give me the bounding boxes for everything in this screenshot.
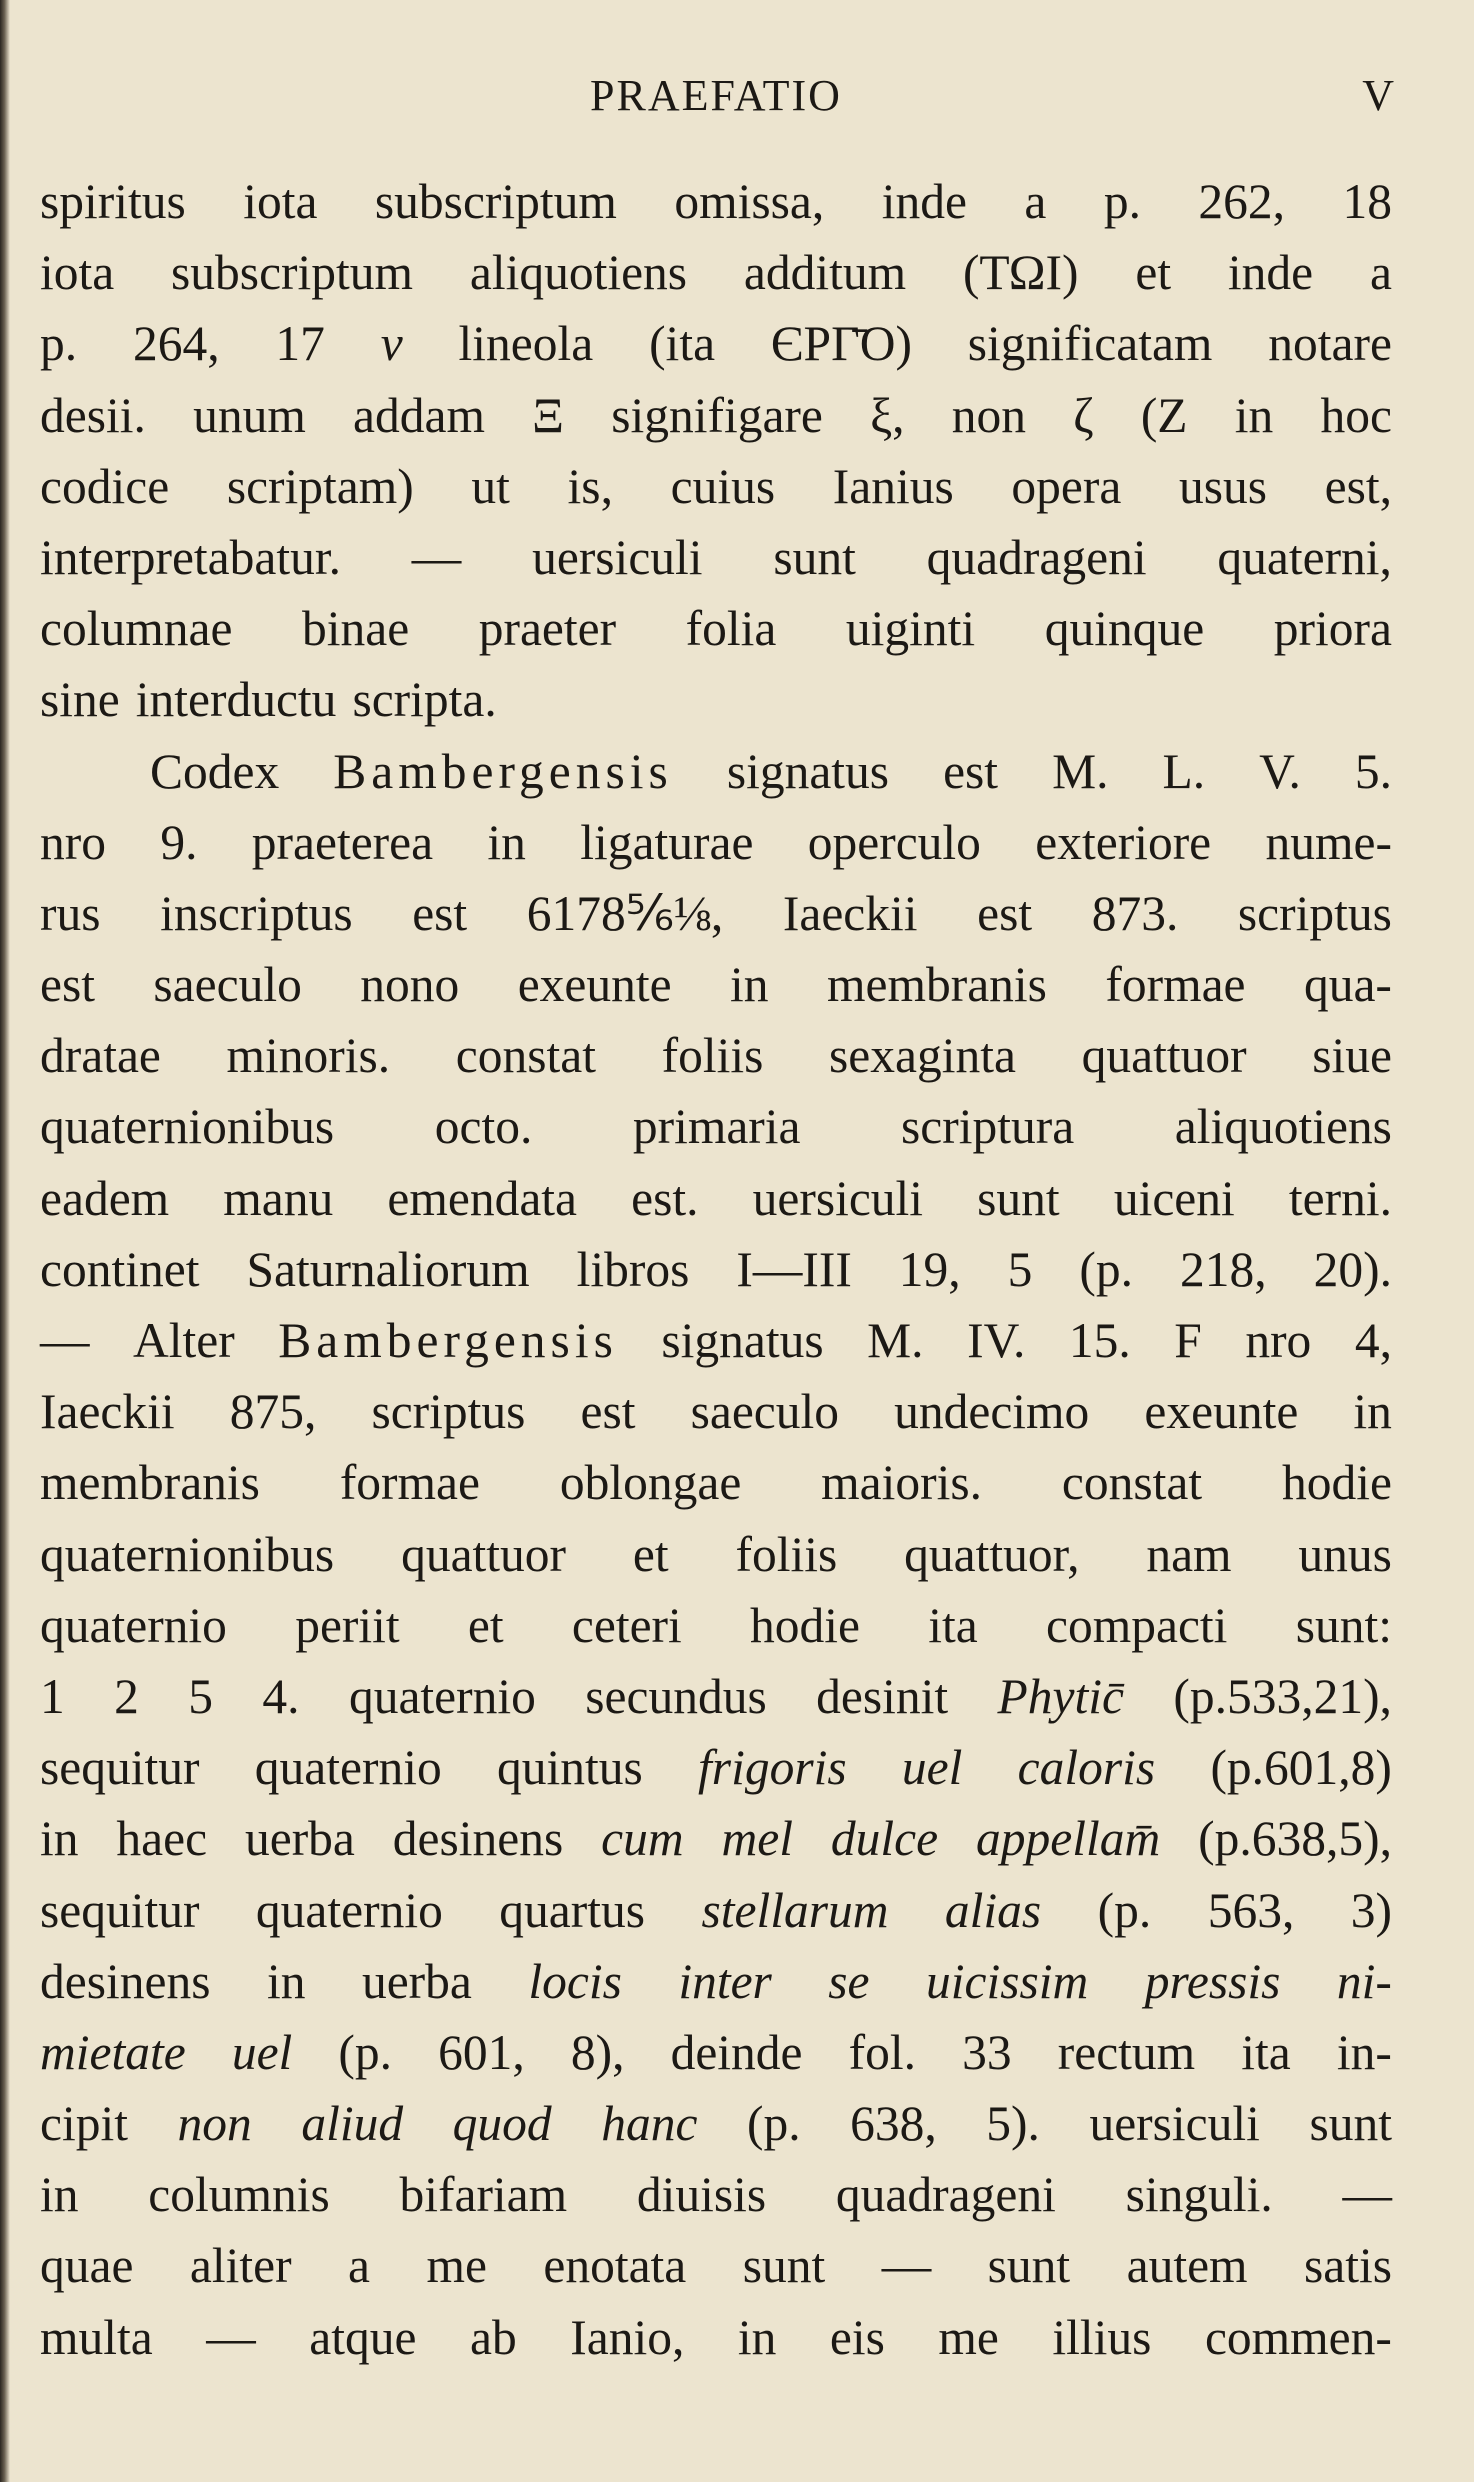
word: interpretabatur. <box>40 529 341 585</box>
word: sunt <box>742 2238 826 2294</box>
word: minoris. <box>226 1028 391 1084</box>
word: manu <box>223 1170 334 1226</box>
word: spiritus <box>40 174 186 229</box>
word: multa <box>40 2309 153 2365</box>
word: siue <box>1312 1028 1392 1084</box>
word: exeunte <box>1144 1384 1299 1440</box>
text-line <box>40 878 1392 949</box>
word: signatus <box>726 743 890 799</box>
text-line <box>40 1234 1392 1305</box>
word: p. <box>1103 174 1141 229</box>
word: alias <box>944 1882 1042 1938</box>
word: — <box>411 529 462 585</box>
word: illius <box>1052 2309 1152 2365</box>
word: columnae <box>40 601 233 657</box>
word: lineola <box>458 316 594 372</box>
word: in <box>1234 387 1274 443</box>
word: significatam <box>967 316 1213 372</box>
word: autem <box>1126 2238 1248 2294</box>
word: foliis <box>661 1028 764 1084</box>
word: 8), <box>570 2024 625 2080</box>
text-line <box>40 2017 1392 2088</box>
word: F <box>1174 1313 1202 1368</box>
word: periit <box>295 1597 400 1653</box>
word: diuisis <box>636 2167 767 2223</box>
preface-text-body <box>40 166 1392 2373</box>
word: is, <box>567 458 613 514</box>
word: appellam̄ <box>976 1811 1161 1867</box>
word: 875, <box>229 1384 317 1440</box>
word: codice <box>40 458 170 514</box>
word: quaternio <box>40 1597 227 1653</box>
word: (ΤΩΙ) <box>962 245 1079 301</box>
word: sequitur <box>40 1882 200 1938</box>
word: eadem <box>40 1170 170 1226</box>
word: et <box>467 1597 504 1653</box>
word: sequitur <box>40 1740 200 1796</box>
word: est. <box>631 1170 699 1226</box>
word: exeunte <box>517 957 672 1013</box>
word: Saturnaliorum <box>246 1241 530 1297</box>
word: 6178⅚⅛, <box>526 885 724 941</box>
word: et <box>1135 245 1172 301</box>
word: 17 <box>275 316 325 372</box>
word: inscriptus <box>160 885 353 941</box>
word: ita <box>1241 2024 1291 2080</box>
word: saeculo <box>153 957 302 1013</box>
text-line <box>40 1732 1392 1803</box>
word: ni- <box>1336 1953 1392 2009</box>
word: nro <box>1245 1313 1312 1368</box>
word: ab <box>469 2309 517 2365</box>
word: IV. <box>967 1313 1026 1368</box>
word: 9. <box>160 814 198 870</box>
word: bifariam <box>399 2167 568 2223</box>
word: a <box>1369 245 1392 301</box>
text-line <box>40 522 1392 593</box>
word: atque <box>309 2309 417 2365</box>
word: uel <box>901 1740 963 1796</box>
word: 15. <box>1068 1313 1131 1368</box>
word: (p. <box>1079 1241 1133 1297</box>
word: in <box>266 1953 306 2009</box>
text-line <box>40 308 1392 379</box>
word: frigoris <box>698 1740 847 1796</box>
word: notare <box>1268 316 1392 372</box>
word: Iaeckii <box>40 1384 175 1440</box>
page-number: V <box>1362 71 1396 120</box>
word: in <box>1353 1384 1392 1440</box>
word: scriptus <box>371 1384 526 1440</box>
word: octo. <box>434 1099 533 1155</box>
word: est <box>977 885 1033 941</box>
text-line <box>40 1590 1392 1661</box>
word: praeter <box>478 601 617 657</box>
word: dratae <box>40 1028 161 1084</box>
word: fol. <box>848 2024 917 2080</box>
word: (p.601,8) <box>1210 1740 1392 1796</box>
text-line <box>40 237 1392 308</box>
text-line <box>40 1803 1392 1874</box>
text-line <box>40 1020 1392 1091</box>
word: desinens <box>40 1953 211 2009</box>
word: columnis <box>148 2167 330 2223</box>
word: constat <box>1061 1455 1203 1511</box>
word: usus <box>1178 458 1267 514</box>
word: ЄΡΓ̄Ο) <box>770 316 912 372</box>
word: emendata <box>387 1170 578 1226</box>
word: uerba <box>361 1953 472 2009</box>
word: V. <box>1259 743 1301 799</box>
text-line <box>40 2302 1392 2373</box>
text-line <box>40 736 1392 807</box>
word: ligaturae <box>580 814 754 870</box>
word: est <box>412 885 468 941</box>
word: 19, <box>898 1241 961 1297</box>
word: maioris. <box>821 1455 983 1511</box>
word: 638, <box>850 2096 937 2152</box>
word: uersiculi <box>532 529 703 585</box>
word: addam <box>353 387 485 443</box>
word: satis <box>1303 2238 1392 2294</box>
word: priora <box>1273 601 1392 657</box>
text-line <box>40 1305 1392 1376</box>
word: dulce <box>830 1811 939 1867</box>
word: eis <box>829 2309 885 2365</box>
word: 5 <box>1007 1241 1033 1297</box>
word: quartus <box>499 1882 646 1938</box>
word: 2 <box>114 1668 139 1724</box>
word: et <box>632 1526 669 1582</box>
word: continet <box>40 1241 200 1297</box>
word: in <box>40 1811 79 1867</box>
word: stellarum <box>701 1882 889 1938</box>
word: 218, <box>1179 1241 1267 1297</box>
word: Ianius <box>832 458 954 514</box>
word: quadrageni <box>926 529 1147 585</box>
running-title: PRAEFATIO <box>590 71 842 120</box>
word: quae <box>40 2238 134 2294</box>
word: ν <box>380 316 403 372</box>
word: mel <box>721 1811 794 1867</box>
word: mietate <box>40 2024 186 2080</box>
text-line <box>40 1163 1392 1234</box>
page-binding-edge <box>0 0 10 2482</box>
word: secundus <box>585 1668 767 1724</box>
word: 4, <box>1354 1313 1392 1368</box>
word: Alter <box>133 1313 235 1368</box>
word: quattuor, <box>904 1526 1080 1582</box>
text-line <box>40 2159 1392 2230</box>
word: in <box>737 2309 777 2365</box>
word: omissa, <box>674 174 825 229</box>
word: constat <box>455 1028 597 1084</box>
text-line <box>40 807 1392 878</box>
word: quattuor <box>1081 1028 1247 1084</box>
word: sunt: <box>1295 1597 1392 1653</box>
word: quaternio <box>254 1740 442 1796</box>
text-line <box>40 1661 1392 1732</box>
word: quaternio <box>348 1668 536 1724</box>
word: non <box>177 2096 252 2152</box>
word: 873. <box>1091 885 1179 941</box>
word: ξ, <box>870 387 905 443</box>
word: exteriore <box>1035 814 1212 870</box>
word: quaternionibus <box>40 1526 335 1582</box>
word: uersiculi <box>752 1170 924 1226</box>
word: Codex <box>150 743 280 799</box>
word: rus <box>40 885 101 941</box>
word: 262, <box>1198 174 1286 229</box>
word: foliis <box>735 1526 838 1582</box>
word: nro <box>40 814 106 870</box>
word: est, <box>1324 458 1392 514</box>
word: desii. <box>40 387 146 443</box>
word: in <box>487 814 526 870</box>
word: scriptus <box>1237 885 1392 941</box>
word: scriptam) <box>226 458 414 514</box>
word: unum <box>193 387 306 443</box>
word: inde <box>1227 245 1314 301</box>
text-line <box>40 1447 1392 1518</box>
word: libros <box>576 1241 690 1297</box>
word: quinque <box>1044 601 1205 657</box>
word: 264, <box>132 316 220 372</box>
word: in <box>730 957 769 1013</box>
word: cum <box>601 1811 684 1867</box>
word: aliquotiens <box>1174 1099 1392 1155</box>
word: 563, <box>1207 1882 1295 1938</box>
word: primaria <box>632 1099 801 1155</box>
word: — <box>40 1313 90 1368</box>
word: aliud <box>301 2096 404 2152</box>
word: (ita <box>649 316 716 372</box>
word: in- <box>1336 2024 1392 2080</box>
word: locis <box>528 1953 622 2009</box>
word: sexaginta <box>829 1028 1016 1084</box>
word: quattuor <box>401 1526 567 1582</box>
word: inter <box>678 1953 772 2009</box>
word: p. <box>40 316 78 372</box>
word: deinde <box>670 2024 803 2080</box>
word: quintus <box>496 1740 643 1796</box>
word: 20). <box>1313 1241 1392 1297</box>
word: in <box>40 2167 79 2223</box>
word: singuli. <box>1125 2167 1273 2223</box>
word: inde <box>881 174 967 229</box>
word: Phytic̄ <box>997 1668 1124 1724</box>
word: signatus <box>661 1313 824 1368</box>
word: praeterea <box>251 814 434 870</box>
word: Bambergensis <box>333 743 673 799</box>
word: Ξ <box>532 387 564 443</box>
word: ut <box>471 458 510 514</box>
word: nam <box>1146 1526 1232 1582</box>
word: cuius <box>670 458 776 514</box>
word: est <box>40 957 95 1013</box>
word: M. <box>867 1313 924 1368</box>
text-line <box>40 1946 1392 2017</box>
word: M. <box>1052 743 1109 799</box>
text-line <box>40 949 1392 1020</box>
word: uiginti <box>845 601 976 657</box>
word: saeculo <box>690 1384 840 1440</box>
word: a <box>1024 174 1047 229</box>
text-line <box>40 2230 1392 2301</box>
word: (p.638,5), <box>1198 1811 1392 1867</box>
word: ita <box>928 1597 978 1653</box>
word: 5. <box>1354 743 1392 799</box>
word: 5). <box>986 2096 1040 2152</box>
word: me <box>426 2238 487 2294</box>
word: I—III <box>736 1241 852 1297</box>
word: ceteri <box>571 1597 682 1653</box>
word: iota <box>40 245 115 301</box>
word: formae <box>339 1455 480 1511</box>
word: est <box>580 1384 636 1440</box>
word: 33 <box>962 2024 1012 2080</box>
word: Bambergensis <box>278 1313 618 1368</box>
word: quadrageni <box>835 2167 1056 2223</box>
word: ζ <box>1073 387 1094 443</box>
word: 1 <box>40 1668 65 1724</box>
word: uicissim <box>925 1953 1089 2009</box>
word: caloris <box>1017 1740 1156 1796</box>
word: quaternio <box>255 1882 443 1938</box>
word: nono <box>360 957 460 1013</box>
word: desinens <box>392 1811 564 1867</box>
text-line <box>40 166 1392 237</box>
word: — <box>206 2309 256 2365</box>
word: additum <box>743 245 907 301</box>
word: est <box>943 743 999 799</box>
text-line <box>40 1376 1392 1447</box>
word: 5 <box>188 1668 214 1724</box>
word: formae <box>1105 957 1246 1013</box>
word: iota <box>243 174 318 229</box>
text-line <box>40 451 1392 522</box>
word: 18 <box>1342 174 1392 229</box>
word: aliter <box>189 2238 292 2294</box>
word: Iaeckii <box>782 885 918 941</box>
word: membranis <box>40 1455 260 1511</box>
text-line <box>40 593 1392 664</box>
word: uersiculi <box>1089 2096 1260 2152</box>
word: sunt <box>773 529 856 585</box>
word: non <box>951 387 1026 443</box>
word: interductu <box>135 672 337 728</box>
word: folia <box>685 601 777 657</box>
word: Ianio, <box>570 2309 685 2365</box>
word: commen- <box>1204 2309 1392 2365</box>
word: binae <box>301 601 410 657</box>
word: unus <box>1298 1526 1392 1582</box>
word: a <box>348 2238 370 2294</box>
text-line <box>40 2088 1392 2159</box>
word: (p.533,21), <box>1173 1668 1392 1724</box>
word: subscriptum <box>374 174 617 229</box>
word: scriptura <box>901 1099 1075 1155</box>
word: pressis <box>1144 1953 1281 2009</box>
word: L. <box>1162 743 1206 799</box>
word: quaterni, <box>1217 529 1392 585</box>
word: 3) <box>1350 1882 1392 1938</box>
word: undecimo <box>894 1384 1090 1440</box>
word: sunt <box>987 2238 1071 2294</box>
word: hodie <box>1281 1455 1392 1511</box>
word: nume- <box>1265 814 1392 870</box>
word: uiceni <box>1113 1170 1235 1226</box>
word: compacti <box>1046 1597 1228 1653</box>
word: me <box>938 2309 999 2365</box>
word: sine <box>40 672 120 728</box>
word: (p. <box>746 2096 801 2152</box>
word: subscriptum <box>171 245 414 301</box>
word: enotata <box>543 2238 687 2294</box>
word: — <box>881 2238 932 2294</box>
word: aliquotiens <box>469 245 688 301</box>
word: se <box>828 1953 870 2009</box>
word: hoc <box>1320 387 1392 443</box>
word: (p. <box>338 2024 393 2080</box>
word: cipit <box>40 2096 128 2152</box>
text-line <box>40 1091 1392 1162</box>
word: membranis <box>826 957 1047 1013</box>
word: haec <box>116 1811 208 1867</box>
word: opera <box>1011 458 1122 514</box>
word: desinit <box>816 1668 949 1724</box>
word: — <box>1342 2167 1392 2223</box>
text-line <box>40 1875 1392 1946</box>
word: oblongae <box>559 1455 742 1511</box>
word: sunt <box>1309 2096 1392 2152</box>
word: qua- <box>1303 957 1392 1013</box>
word: sunt <box>977 1170 1060 1226</box>
word: hodie <box>750 1597 861 1653</box>
running-header <box>40 70 1396 130</box>
word: 4. <box>262 1668 300 1724</box>
word: scripta. <box>352 672 497 728</box>
word: terni. <box>1288 1170 1392 1226</box>
word: quaternionibus <box>40 1099 335 1155</box>
text-line <box>40 664 1392 735</box>
text-line <box>40 1519 1392 1590</box>
word: rectum <box>1057 2024 1196 2080</box>
word: uel <box>231 2024 293 2080</box>
word: (p. <box>1097 1882 1152 1938</box>
word: uerba <box>244 1811 355 1867</box>
word: operculo <box>807 814 981 870</box>
word: (Z <box>1140 387 1188 443</box>
word: quod <box>452 2096 552 2152</box>
word: hanc <box>601 2096 698 2152</box>
word: signifigare <box>611 387 823 443</box>
word: 601, <box>438 2024 525 2080</box>
text-line <box>40 380 1392 451</box>
